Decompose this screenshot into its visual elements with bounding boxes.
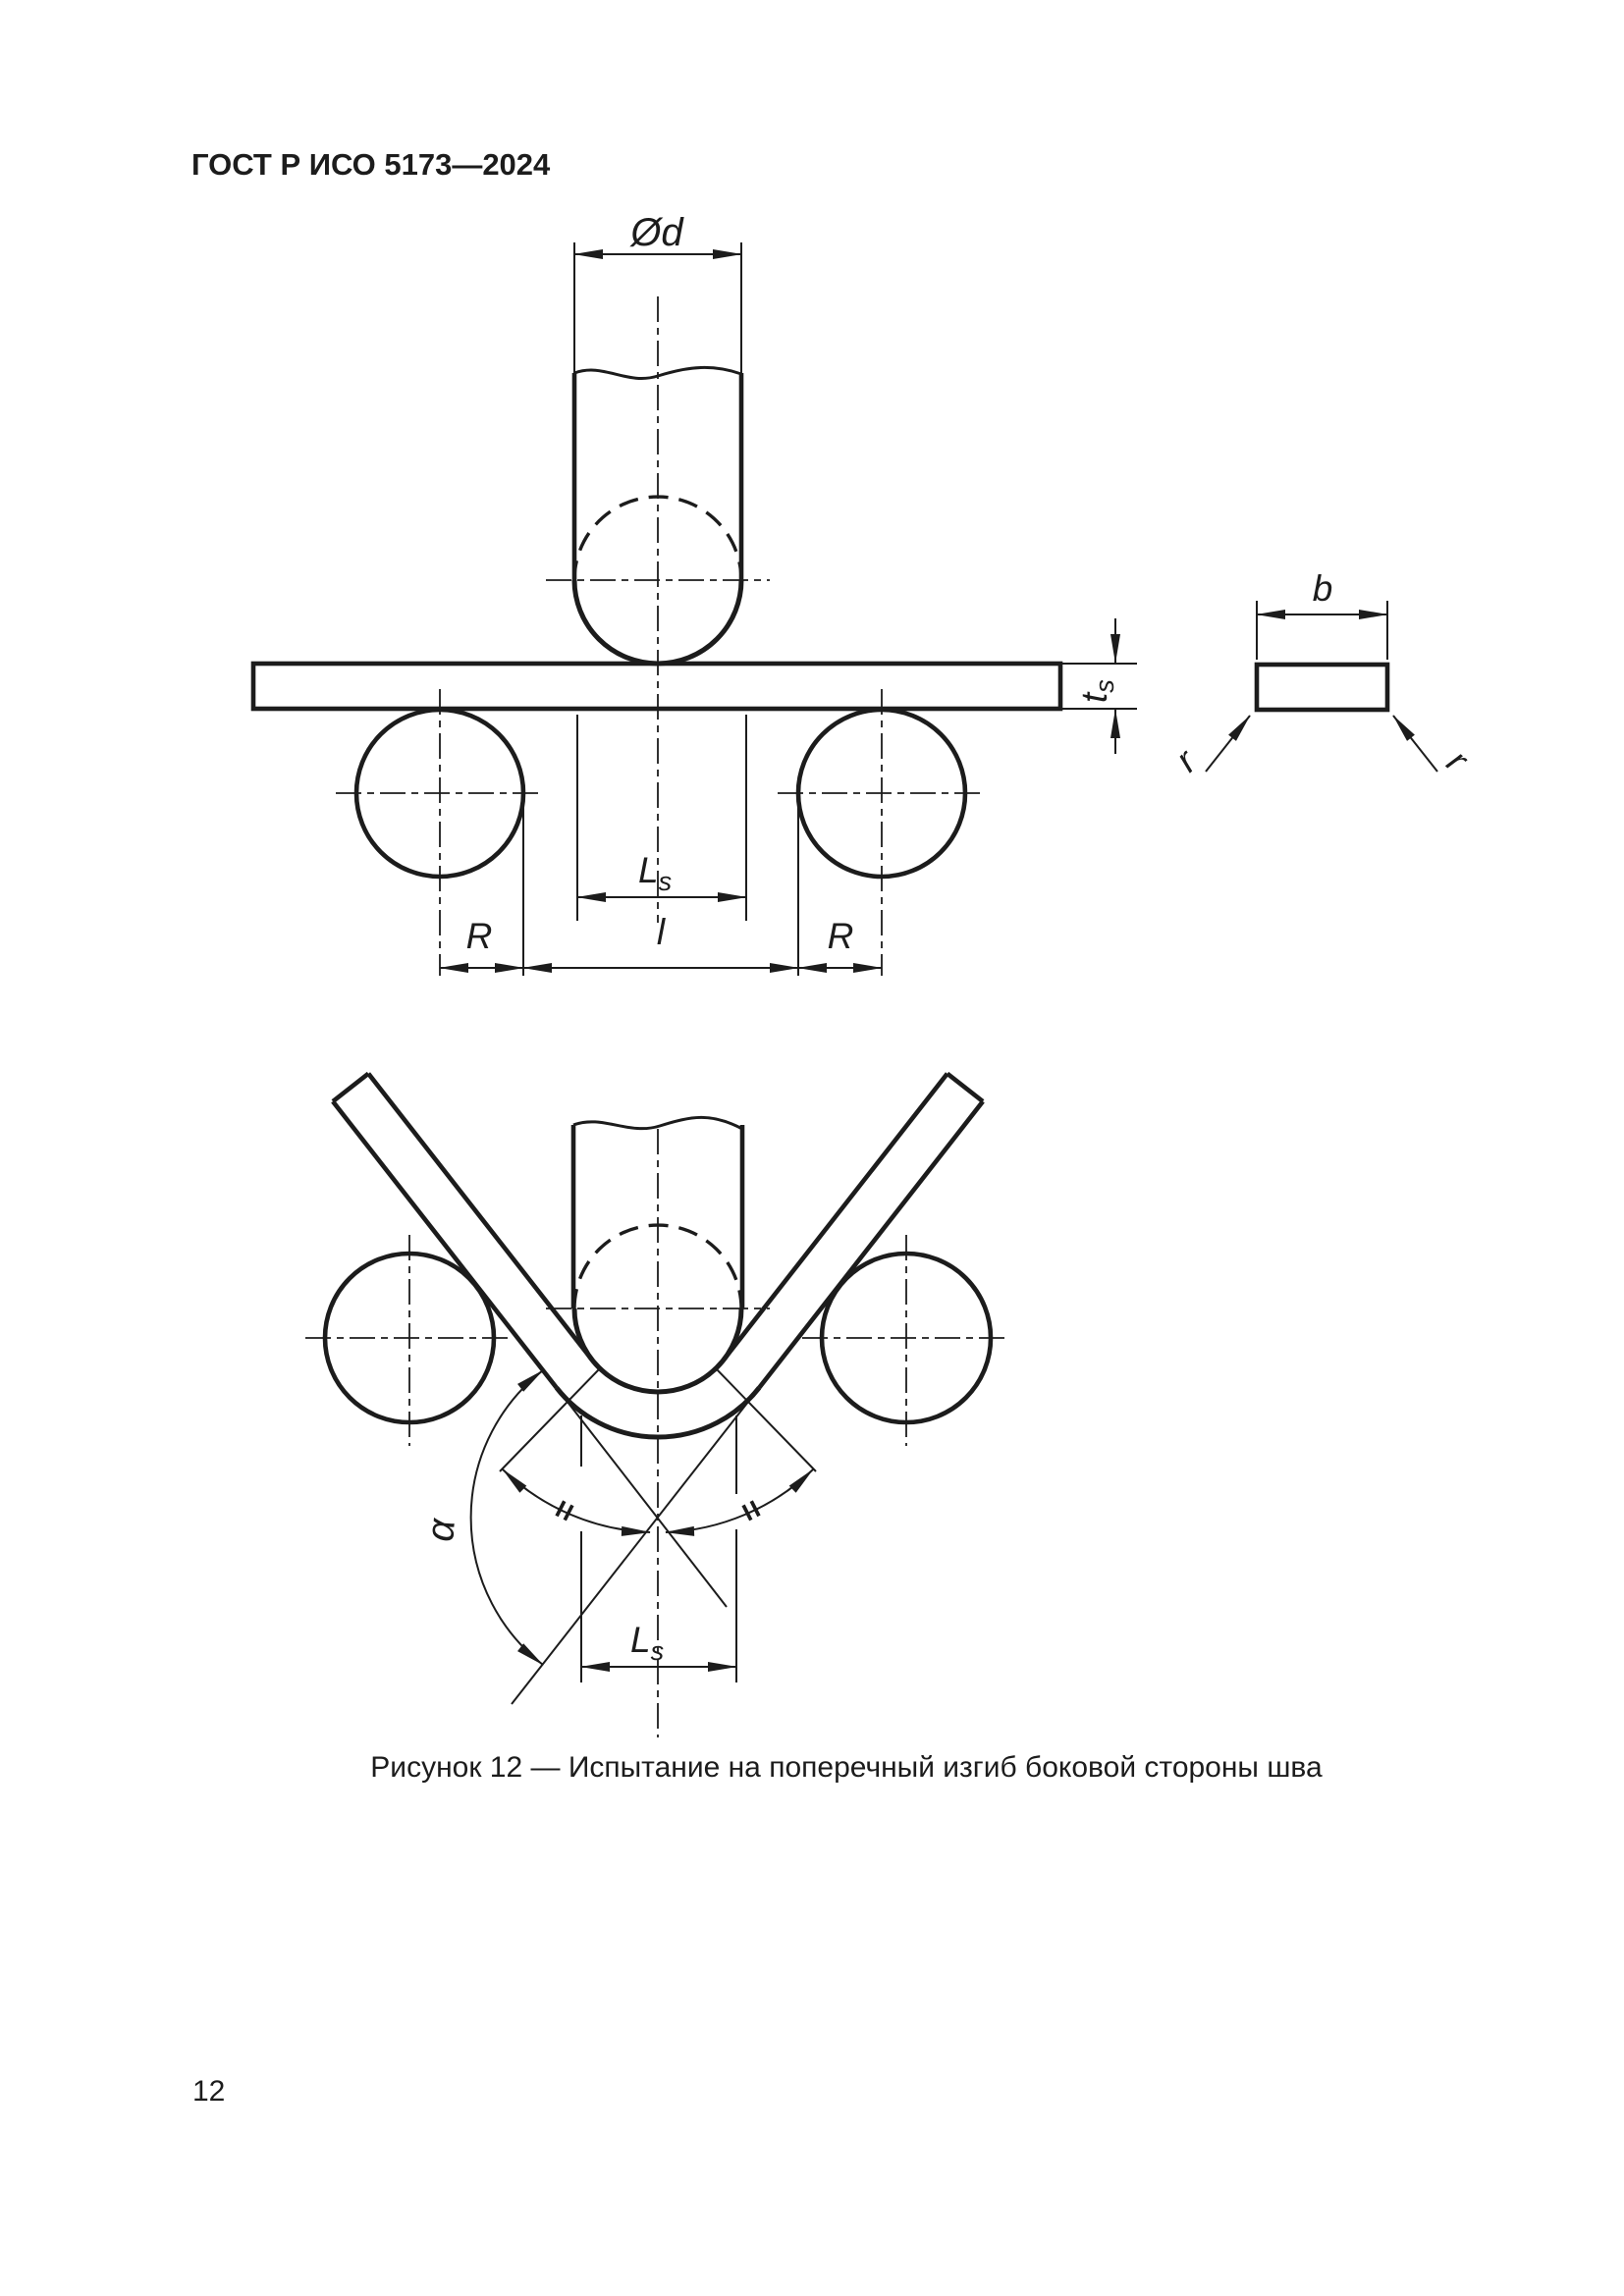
roller-right [778,689,986,976]
roller-left [336,689,544,976]
standard-header: ГОСТ Р ИСО 5173—2024 [191,147,551,182]
thickness-label: ts [1074,679,1119,703]
radius-label-right: R [827,916,854,956]
top-figure [253,211,1477,976]
section-width-label: b [1312,568,1333,609]
break-line [573,1117,742,1129]
bend-angle-label: α [418,1517,463,1544]
radius-label-left: R [465,916,493,956]
corner-radius-label-right: r [1439,741,1476,780]
bend-angle-dimension [418,1370,543,1665]
roller-left-bent [305,1235,514,1446]
span-label: l [656,912,666,952]
thickness-dimension [1062,618,1137,754]
figure-caption: Рисунок 12 — Испытание на поперечный изгиб боковой стороны шва [370,1751,1323,1784]
bottom-figure [305,1074,1010,1737]
ls-label-top: Ls [638,850,673,896]
page-number: 12 [192,2075,226,2108]
equal-mark-left: = [543,1493,586,1528]
former-diameter-label: Ød [630,211,683,254]
corner-radius-label-left: r [1167,741,1204,780]
ls-dimension-top [577,715,746,921]
roller-right-bent [802,1235,1010,1446]
ls-dimension-bottom [581,1415,736,1682]
equal-mark-right: = [730,1493,773,1528]
cross-section-detail [1167,568,1477,780]
specimen-strip [253,664,1060,709]
ls-label-bottom: Ls [630,1620,665,1666]
